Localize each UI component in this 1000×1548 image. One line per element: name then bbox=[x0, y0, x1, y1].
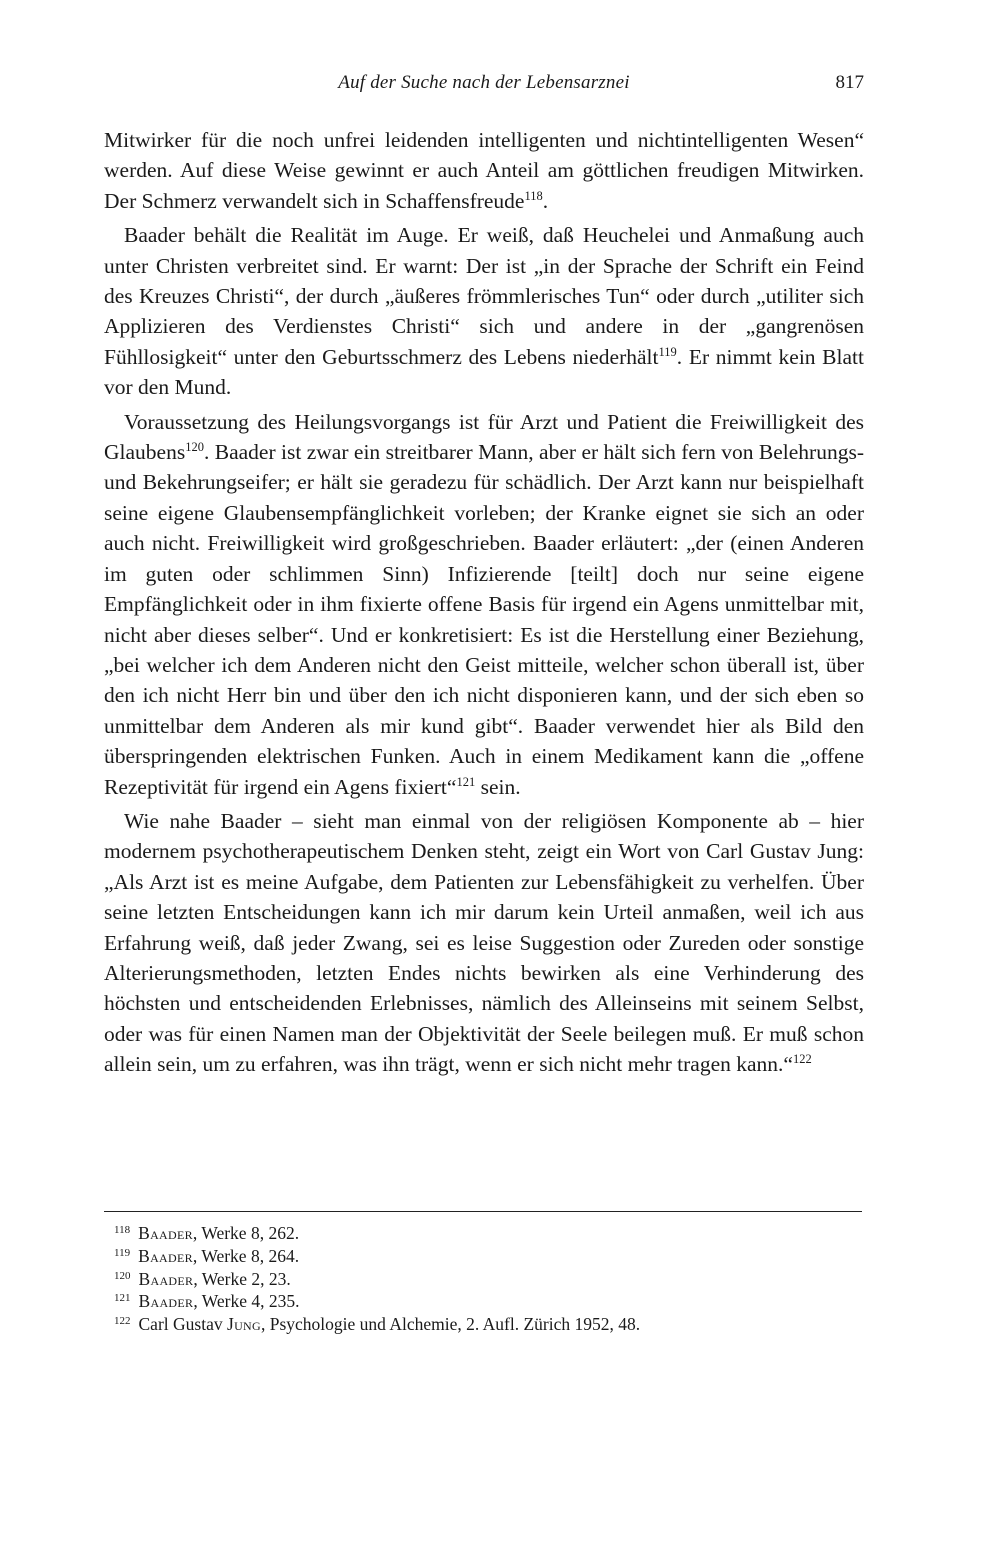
footnote-number: 120 bbox=[114, 1269, 131, 1282]
page-number: 817 bbox=[835, 72, 864, 93]
footnote-122 bbox=[114, 1313, 854, 1336]
running-title: Auf der Suche nach der Lebensarznei bbox=[338, 72, 630, 93]
paragraph-1 bbox=[104, 125, 864, 216]
footnote-citation: , Werke 8, 264. bbox=[192, 1245, 300, 1266]
footnote-divider bbox=[104, 1211, 862, 1212]
footnote-ref-119: 119 bbox=[658, 344, 677, 359]
body-text bbox=[104, 125, 864, 1080]
footnote-121 bbox=[114, 1290, 854, 1313]
footnote-author: Baader bbox=[138, 1223, 193, 1243]
footnote-author: Jung bbox=[226, 1314, 261, 1335]
paragraph-3 bbox=[104, 407, 864, 802]
text-run: . Er nimmt kein Blatt vor den Mund. bbox=[104, 344, 864, 400]
footnote-number: 118 bbox=[114, 1224, 131, 1236]
footnote-119 bbox=[114, 1245, 854, 1268]
text-run: Wie nahe Baader – sieht man einmal von der religiösen Komponente ab – hier modernem psychotherapeutischem Denken steht, zeigt ein Wort von Carl Gustav Jung: „Als Arzt ist es meine Aufgabe, dem Patienten zur Lebensfähigkeit zu verhelfen. Über seine letzten Entscheidungen kann ich mir darum kein Urteil anmaßen, weil ich aus Erfahrung weiß, daß jeder Zwang, sei es leise Suggestion oder Zureden oder sonstige Alterierungsmethoden, letzten Endes nichts bewirken als eine Verhinderung des höchsten und entscheidenden Erlebnisses, nämlich des Alleinseins mit seinem Selbst, oder was für einen Namen man der Objektivität der Seele beilegen muß. Er muß schon allein sein, um zu erfahren, was ihn trägt, wenn er sich nicht mehr tragen kann.“ bbox=[104, 808, 864, 1077]
text-run: . bbox=[542, 188, 549, 213]
text-run: sein. bbox=[475, 774, 521, 799]
footnote-citation: , Psychologie und Alchemie, 2. Aufl. Zürich 1952, 48. bbox=[260, 1314, 641, 1335]
footnote-number: 121 bbox=[114, 1292, 131, 1305]
footnote-author: Baader bbox=[138, 1268, 194, 1289]
footnote-118 bbox=[114, 1222, 854, 1245]
footnote-citation: , Werke 8, 262. bbox=[192, 1223, 300, 1243]
footnote-author: Baader bbox=[138, 1291, 194, 1312]
footnote-number: 119 bbox=[114, 1246, 131, 1259]
footnotes bbox=[114, 1222, 854, 1336]
footnote-ref-120: 120 bbox=[185, 440, 204, 455]
paragraph-2 bbox=[104, 220, 864, 402]
text-run: Baader behält die Realität im Auge. Er weiß, daß Heuchelei und Anmaßung auch unter Christen verbreitet sind. Er warnt: Der ist „in der Sprache der Schrift ein Feind des Kreuzes Christi“, der durch „äußeres frömmlerisches Tun“ oder durch „utiliter sich Applizieren des Verdienstes Christi“ sich und andere in der „gangrenösen Fühllosigkeit“ unter den Geburtsschmerz des Lebens niederhält bbox=[104, 223, 864, 369]
text-run: . Baader ist zwar ein streitbarer Mann, aber er hält sich fern von Belehrungs- und Bekehrungseifer; er hält sie geradezu für schädlich. Der Arzt kann nur beispielhaft seine eigene Glaubensempfänglichkeit vorleben; der Kranke eignet sie sich an oder auch nicht. Freiwilligkeit wird großgeschrieben. Baader erläutert: „der (einen Anderen im guten oder schlimmen Sinn) Infizierende [teilt] doch nur seine eigene Empfänglichkeit oder in ihm fixierte offene Basis für irgend ein Agens unmittelbar mit, nicht aber dieses selber“. Und er konkretisiert: Es ist die Herstellung einer Beziehung, „bei welcher ich dem Anderen nicht den Geist mitteile, welcher schon überall ist, über den ich nicht Herr bin und über den ich nicht disponieren kann, und der sich eben so unmittelbar dem Anderen als mir kund gibt“. Baader verwendet hier als Bild den überspringenden elektrischen Funken. Auch in einem Medikament kann die „offene Rezeptivität für irgend ein Agens fixiert“ bbox=[104, 440, 864, 799]
footnote-ref-121: 121 bbox=[456, 774, 476, 789]
footnote-120 bbox=[114, 1268, 854, 1291]
footnote-citation: , Werke 4, 235. bbox=[193, 1291, 300, 1312]
running-header bbox=[104, 72, 864, 102]
text-run: Mitwirker für die noch unfrei leidenden intelligenten und nichtintelligenten Wesen“ werden. Auf diese Weise gewinnt er auch Anteil am göttlichen freudigen Mitwirken. Der Schmerz verwandelt sich in Schaffensfreude bbox=[104, 128, 864, 213]
footnote-ref-122: 122 bbox=[792, 1052, 812, 1067]
footnote-number: 122 bbox=[114, 1315, 131, 1328]
footnote-ref-118: 118 bbox=[524, 188, 543, 203]
text-run: Voraussetzung des Heilungsvorgangs ist für Arzt und Patient die Freiwilligkeit des Glaubens bbox=[104, 409, 864, 465]
footnote-prefix: Carl Gustav bbox=[138, 1314, 227, 1335]
footnote-citation: , Werke 2, 23. bbox=[193, 1268, 291, 1289]
footnote-author: Baader bbox=[138, 1245, 193, 1266]
paragraph-4 bbox=[104, 806, 864, 1080]
